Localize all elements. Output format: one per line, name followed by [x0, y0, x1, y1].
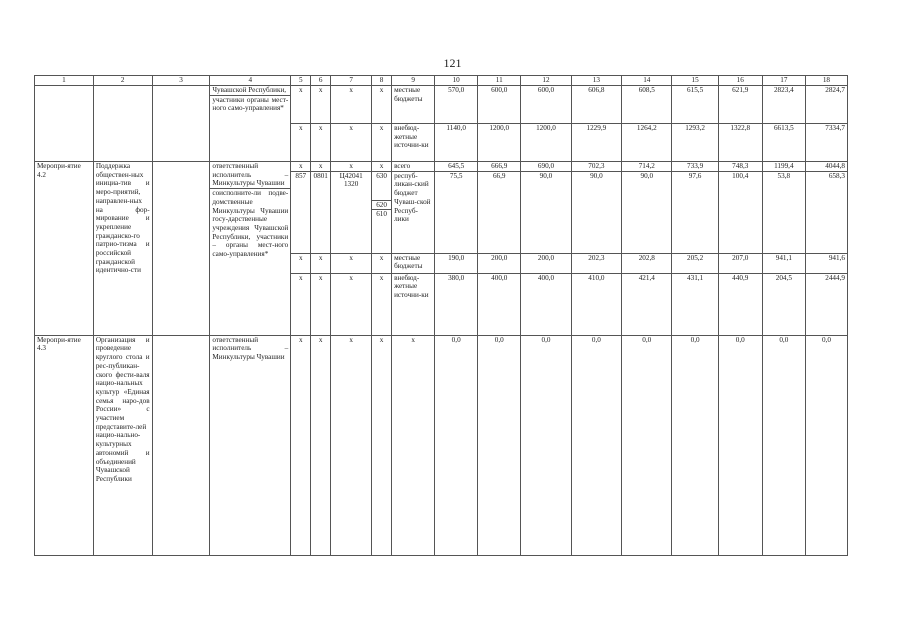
responsible-text: ответственный исполнитель – Минкультуры Чувашии: [212, 162, 289, 188]
cell: 400,0: [478, 273, 521, 335]
cell: 857: [291, 171, 311, 253]
cell: 431,1: [672, 273, 718, 335]
cell: 941,1: [762, 253, 805, 273]
kvr-code: 610: [376, 210, 387, 219]
col-header: 2: [93, 76, 152, 86]
col-header: 12: [521, 76, 571, 86]
cell: [372, 171, 392, 253]
cell: 0,0: [672, 335, 718, 555]
cell: 0,0: [622, 335, 672, 555]
cell: х: [291, 124, 311, 162]
cell: 714,2: [622, 162, 672, 172]
cell: 205,2: [672, 253, 718, 273]
col-header: 14: [622, 76, 672, 86]
cell: 90,0: [571, 171, 621, 253]
col-header: 4: [210, 76, 291, 86]
cell: 204,5: [762, 273, 805, 335]
table-row: [35, 162, 848, 172]
col-header: 6: [311, 76, 331, 86]
cell: 1264,2: [622, 124, 672, 162]
cell: 202,8: [622, 253, 672, 273]
cell: 600,0: [478, 86, 521, 124]
cell: 202,3: [571, 253, 621, 273]
col-header: 1: [35, 76, 94, 86]
cell: 0,0: [805, 335, 847, 555]
cell: 606,8: [571, 86, 621, 124]
cell: 1322,8: [718, 124, 762, 162]
cell: 666,9: [478, 162, 521, 172]
col-header: 9: [392, 76, 435, 86]
cell: 410,0: [571, 273, 621, 335]
col-header: 18: [805, 76, 847, 86]
cell: х: [291, 162, 311, 172]
cell: Ц42041 1320: [331, 171, 372, 253]
cell: 0,0: [478, 335, 521, 555]
cell: 0,0: [521, 335, 571, 555]
cell: х: [291, 253, 311, 273]
cell: 200,0: [521, 253, 571, 273]
cell: 608,5: [622, 86, 672, 124]
cell: 1140,0: [435, 124, 478, 162]
cell: [152, 86, 210, 162]
cell: [93, 86, 152, 162]
cell: 615,5: [672, 86, 718, 124]
cell: 658,3: [805, 171, 847, 253]
cell: внебюд-жетные источни-ки: [392, 124, 435, 162]
responsible-cell: [210, 162, 291, 336]
cell: всего: [392, 162, 435, 172]
event-name: Поддержка обществен-ных инициа-тив и меро-приятий, направлен-ных на фор-мирование и укрепление гражданско-го патрио-тизма и российской гражданской идентично-сти: [93, 162, 152, 336]
cell: х: [291, 273, 311, 335]
cell: 421,4: [622, 273, 672, 335]
cell: 66,9: [478, 171, 521, 253]
cell: х: [372, 124, 392, 162]
cell: х: [372, 335, 392, 555]
cell: х: [372, 86, 392, 124]
col-header: 17: [762, 76, 805, 86]
cell: х: [311, 162, 331, 172]
kvr-code: 630: [376, 171, 387, 180]
cell: х: [331, 273, 372, 335]
kvr-code: 620: [372, 200, 391, 211]
cell: 97,6: [672, 171, 718, 253]
cell: [152, 335, 210, 555]
col-header: 8: [372, 76, 392, 86]
cell: 207,0: [718, 253, 762, 273]
cell: 0,0: [762, 335, 805, 555]
col-header: 3: [152, 76, 210, 86]
cell: 90,0: [521, 171, 571, 253]
cell: 200,0: [478, 253, 521, 273]
col-header: 16: [718, 76, 762, 86]
cell: 1229,9: [571, 124, 621, 162]
table-row: [35, 335, 848, 555]
cell: 600,0: [521, 86, 571, 124]
cell: 90,0: [622, 171, 672, 253]
event-name: Организация и проведение круглого стола и рес-публикан-ского фести-валя нацио-нальных культур «Единая семья наро-дов России» с участием представите-лей нацио-нально-культурных автономий и объединений Чувашской Республики: [93, 335, 152, 555]
table-row: [35, 86, 848, 124]
cell: х: [291, 335, 311, 555]
co-executor-text: соисполните-ли подве-домственные Минкультуры Чувашии госу-дарственные учреждения Чувашской Республики, участники – органы мест-ного само-управления*: [212, 189, 289, 259]
cell: 2824,7: [805, 86, 847, 124]
cell: 400,0: [521, 273, 571, 335]
cell: 748,3: [718, 162, 762, 172]
cell: х: [372, 162, 392, 172]
cell: 690,0: [521, 162, 571, 172]
cell: 2444,9: [805, 273, 847, 335]
cell: 190,0: [435, 253, 478, 273]
col-header: 15: [672, 76, 718, 86]
cell: х: [311, 124, 331, 162]
cell: 0,0: [571, 335, 621, 555]
col-header: 10: [435, 76, 478, 86]
budget-table: [34, 75, 848, 556]
cell: 75,5: [435, 171, 478, 253]
col-header: 13: [571, 76, 621, 86]
cell: х: [291, 86, 311, 124]
cell: 941,6: [805, 253, 847, 273]
cell: х: [311, 273, 331, 335]
cell: х: [331, 86, 372, 124]
cell: 440,9: [718, 273, 762, 335]
cell: х: [331, 335, 372, 555]
col-header: 5: [291, 76, 311, 86]
cell: 1199,4: [762, 162, 805, 172]
cell: 380,0: [435, 273, 478, 335]
cell: 1200,0: [521, 124, 571, 162]
column-header-row: [35, 76, 848, 86]
cell: 100,4: [718, 171, 762, 253]
cell: 0,0: [435, 335, 478, 555]
col-header: 11: [478, 76, 521, 86]
responsible-cell: [210, 86, 291, 162]
cell: 0801: [311, 171, 331, 253]
cell: х: [311, 86, 331, 124]
cell: 1200,0: [478, 124, 521, 162]
cell: 7334,7: [805, 124, 847, 162]
cell: 621,9: [718, 86, 762, 124]
cell: 0,0: [718, 335, 762, 555]
cell: 4044,8: [805, 162, 847, 172]
cell: [35, 86, 94, 162]
cell: 1293,2: [672, 124, 718, 162]
cell: местные бюджеты: [392, 253, 435, 273]
cell: х: [331, 124, 372, 162]
cell: х: [372, 253, 392, 273]
cell: 702,3: [571, 162, 621, 172]
cell: 6613,5: [762, 124, 805, 162]
cell: х: [392, 335, 435, 555]
cell: 570,0: [435, 86, 478, 124]
responsible-cell: ответственный исполнитель – Минкультуры Чувашии: [210, 335, 291, 555]
responsible-text: участники органы мест-ного само-управления*: [212, 95, 289, 113]
event-number: Меропри-ятие 4.3: [35, 335, 94, 555]
page-number: 121: [443, 56, 462, 70]
cell: респуб-ликан-ский бюджет Чуваш-ской Респуб-лики: [392, 171, 435, 253]
responsible-text: Чувашской Республики,: [210, 86, 290, 96]
cell: внебюд-жетные источни-ки: [392, 273, 435, 335]
cell: х: [311, 253, 331, 273]
cell: [152, 162, 210, 336]
cell: 2823,4: [762, 86, 805, 124]
cell: х: [372, 273, 392, 335]
cell: 733,9: [672, 162, 718, 172]
cell: х: [331, 162, 372, 172]
col-header: 7: [331, 76, 372, 86]
cell: х: [311, 335, 331, 555]
cell: 53,8: [762, 171, 805, 253]
cell: местные бюджеты: [392, 86, 435, 124]
event-number: Меропри-ятие 4.2: [35, 162, 94, 336]
cell: х: [331, 253, 372, 273]
cell: 645,5: [435, 162, 478, 172]
